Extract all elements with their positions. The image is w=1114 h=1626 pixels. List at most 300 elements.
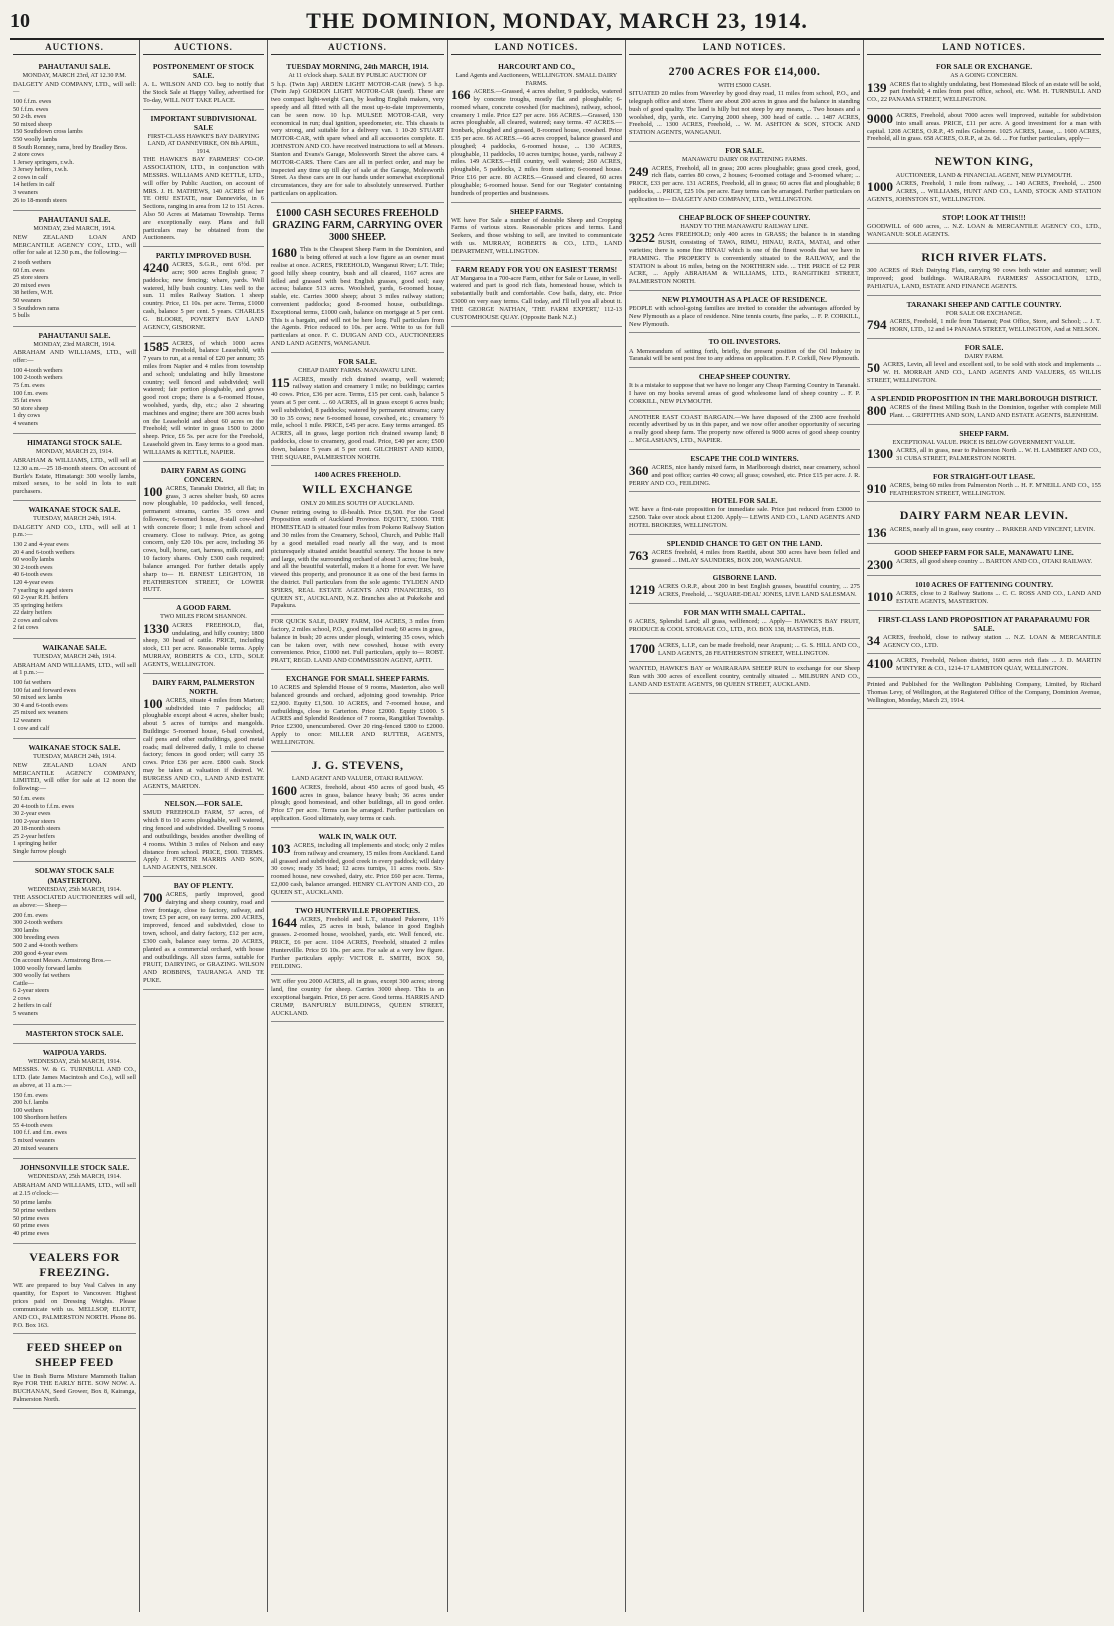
ad-body	[867, 81, 1101, 104]
ad-text: ACRES flat to slightly undulating, best Homestead Block of an estate will be sold, part freehold; 4 miles from post office, school, etc. WM. H. TURNBULL AND CO., 22 PANAMA STREET, WELLINGTON.	[867, 80, 1101, 104]
ad-subheader: HANDY TO THE MANAWATU RAILWAY LINE.	[680, 222, 809, 230]
ad-list-item: 100 2-year steers	[13, 817, 56, 825]
advertisement	[867, 502, 1101, 544]
advertisement	[867, 390, 1101, 425]
advertisement	[629, 639, 860, 663]
ad-body	[143, 261, 264, 331]
ad-list-item: 50 prime wethers	[13, 1206, 56, 1214]
ad-subheader: WEDNESDAY, 25th MARCH, 1914.	[27, 885, 122, 893]
ad-body	[13, 349, 136, 365]
ad-list-item: 30 4 and 6-tooth ewes	[13, 701, 68, 709]
ad-acreage: 115	[271, 374, 290, 390]
ad-acreage: 1644	[271, 914, 297, 930]
ad-header: FOR SALE.	[338, 356, 377, 366]
ad-body	[271, 618, 444, 665]
ad-acreage: 1330	[143, 620, 169, 636]
ad-text: ACRES, nice handy mixed farm, in Marlborough district, near creamery, school and post office; carries 40 cows; all grass; cowshed, etc. Price £15 per acre. J. R. PERRY AND CO., FEILDING.	[629, 463, 860, 487]
ad-body	[629, 165, 860, 204]
advertisement	[271, 828, 444, 902]
ad-body	[867, 681, 1101, 704]
ad-body	[867, 318, 1101, 334]
ad-header: A SPLENDID PROPOSITION IN THE MARLBOROUGH DISTRICT.	[870, 393, 1098, 403]
ad-list	[13, 541, 136, 632]
ad-acreage: 100	[143, 695, 163, 711]
ad-header: PAHAUTANUI SALE.	[38, 330, 111, 340]
ad-text: THE HAWKE'S BAY FARMERS' CO-OP. ASSOCIATION, LTD., in conjunction with MESSRS. WILLIAMS AND KETTLE, LTD., will offer by Public Auction, on account of MRS. J. H. MATHEWS, 140 ACRES of her TE OHU ESTATE, near Dannevirke, in 6 Sections, ranging in area from 12 to 151 Acres. Also 50 Acres at Matamau Township. Terms are exceptionally easy. Plans and full particulars may be obtained from the Auctioneers.	[143, 156, 264, 242]
advertisement	[867, 544, 1101, 576]
ad-acreage: 166	[451, 87, 471, 103]
ad-list-item: 60 2-year R.H. heifers	[13, 594, 69, 602]
ad-text: FOR QUICK SALE, DAIRY FARM, 104 ACRES, 3 miles from factory, 2 miles school, P.O., good metalled road; 60 acres in grass, balance in bush; 20 acres under plough, wintering 35 cows, which can be taken over, with new cowshed, house with every convenience. Price, £1000 net. Full particulars, apply to— ROBT. PRATT, REGD. LAND AND COMMISSION AGENT, APITI.	[271, 618, 444, 665]
ad-list-item: 2 tooth wethers	[13, 259, 52, 267]
ad-text: ABRAHAM AND WILLIAMS, LTD., will sell at 1 p.m.:—	[13, 661, 136, 677]
ad-list-item: 5 weaners	[13, 1010, 38, 1018]
ad-display-heading: NEWTON KING,	[934, 154, 1034, 169]
advertisement	[629, 492, 860, 534]
ad-subheader: EXCEPTIONAL VALUE. PRICE IS BELOW GOVERNMENT VALUE.	[892, 438, 1076, 446]
ad-list-item: 2 heifers in calf	[13, 1002, 52, 1010]
ad-header: DAIRY FARM, PALMERSTON NORTH.	[152, 677, 255, 696]
ad-list-item: 50 mixed sheep	[13, 120, 52, 128]
ad-text: ACRES, Taranaki District, all flat; in grass, 3 acres shelter bush, 60 acres now ploughable, 10 paddocks, well fenced, permanent streams, carries 35 cows and followers; 6-roomed house, 8-stall cow-shed with concrete floor; 1 mile from school and creamery. Close to railway. Price, as going concern, only £20 10s. per acre, including 36 cows, bull, horse, cart, harness, milk cans, and 10 factory shares. Only £300 cash required; balance arranged. For further details apply sharp to— H. ERNEST LEIGHTON, 18 FEATHERSTON STREET, Or LOWER HUTT.	[143, 484, 264, 594]
ad-text: ACRES FREEHOLD, flat, undulating, and hilly country; 1800 sheep, 30 head of cattle. PRICE, including stock, £11 per acre. Reasonable terms. Apply MURRAY, ROBERTS & CO., LTD., SOLE AGENTS, WELLINGTON.	[143, 621, 264, 668]
ad-body	[867, 482, 1101, 498]
ad-list-item: 2 cows in calf	[13, 173, 48, 181]
ad-body	[271, 246, 444, 348]
ad-header: STOP! LOOK AT THIS!!!	[942, 212, 1026, 222]
ad-acreage: 139	[867, 79, 887, 95]
ad-header: NELSON.—FOR SALE.	[164, 799, 243, 809]
ad-text: ACRES.—Grassed, 4 acres shelter, 9 paddocks, watered by concrete troughs, mostly flat and ploughable; 6-roomed whare, concrete cowshed (for machines), railway, school, creamery 1 mile. Price £27 per acre. 166 ACRES.—Grassed, 130 acres ploughable, all cleared, watered; easy terms. 47 ACRES.—Ironbark, ploughed and grassed, 8-roomed house, cowshed. Price £35 per acre. 66 ACRES.—66 acres cropped, balance grassed and ploughed; 4 paddocks, 6-roomed house, ... 130 ACRES, ploughable, 11 paddocks, 10 acres turnips; house, yards, railway 2 miles. 149 ACRES.—Hill country, well watered; 260 ACRES, ploughable, 5 paddocks, 2 miles from station; 6-roomed house. Price £16 per acre. 80 ACRES.—Grassed and cleared, 60 acres ploughable; 6-roomed house. Send for our 'Register' containing hundreds of properties and businesses.	[451, 88, 622, 197]
ad-text: 10 ACRES and Splendid House of 9 rooms, Masterton, also well balanced grounds and orchard, adjoining good township. Price £2,900. Equity £1,500. 10 ACRES, and 7-roomed house, and outbuildings, close to Carterton. Price £2000. Equity £1000. 5 ACRES and Splendid Residence of 7 rooms, Rangitikei Township. Price £2300, unencumbered. Over 20 ring-fenced £800 to £2000. Apply to once: MILLER AND RUTTER, AGENTS, WELLINGTON.	[271, 684, 444, 746]
ad-header: ESCAPE THE COLD WINTERS.	[690, 453, 799, 463]
advertisement	[143, 247, 264, 336]
ad-list-item: 75 f.m. ewes	[13, 381, 45, 389]
ad-subheader: AS A GOING CONCERN.	[950, 72, 1018, 80]
ad-subheader: LAND AGENT AND VALUER, OTAKI RAILWAY.	[291, 775, 424, 783]
ad-list-item: 22 dairy heifers	[13, 609, 52, 617]
ad-text: ACRES, Freehold and L.T., situated Pukerere, 11½ miles, 25 acres in bush, balance in good English grasses. 2-roomed house, woolshed, yards, etc. Well fenced, etc. PRICE, £6 per acre. 1104 ACRES, Freehold, situated 2 miles Huntervillle. Price £6 10s. per acre. For sale at a very low figure. Further particulars apply: VICTOR E. SMITH, BOX 50, FEILDING.	[271, 915, 444, 970]
ad-header: HIMATANGI STOCK SALE.	[27, 438, 122, 448]
ad-header: POSTPONEMENT OF STOCK SALE.	[152, 62, 255, 81]
ad-acreage: 1700	[629, 640, 655, 656]
ad-body	[867, 590, 1101, 606]
ad-list-item: 150 f.m. ewes	[13, 1091, 48, 1099]
advertisement	[867, 58, 1101, 109]
ad-text: ACRES, all good sheep country ... BARTON AND CO., OTAKI RAILWAY.	[896, 558, 1093, 566]
ad-list-item: 50 mixed sex lambs	[13, 694, 63, 702]
ad-header: FOR SALE OR EXCHANGE.	[935, 62, 1033, 71]
advertisement	[143, 795, 264, 877]
ad-text: NEW ZEALAND LOAN AND MERCANTILE AGENCY COMPANY, LIMITED, will offer for sale at 12 noon the following:—	[13, 761, 136, 793]
ad-subheader: FIRST-CLASS HAWKE'S BAY DAIRYING LAND, AT DANNEVIRKE, ON 8th APRIL, 1914.	[147, 132, 260, 155]
ad-body	[13, 524, 136, 540]
ad-list-item: 5 mixed weaners	[13, 1137, 55, 1145]
ad-list-item: 40 prime ewes	[13, 1229, 50, 1237]
ad-header: SHEEP FARMS.	[509, 206, 564, 216]
ad-list-item: 100 wethers	[13, 1106, 44, 1114]
ad-acreage: 3252	[629, 230, 655, 246]
ad-acreage: 1680	[271, 245, 297, 261]
ad-list-item: 35 springing heifers	[13, 601, 63, 609]
ad-text: ACRES, partly improved, good dairying and sheep country, road and river frontage, close to factory, railway, and town; £3 per acre, on easy terms. 200 ACRES, improved, fenced and subdivided, close to town, school, and dairy factory, £12 per acre, £300 cash, balance easy terms. 20 ACRES, planted as a commercial orchard, with house and outbuildings. All sizes farms, suitable for FRUIT, DAIRYING, or GRAZING. WILSON AND ROBBINS, TAURANGA AND TE PUKE.	[143, 891, 264, 984]
ad-body	[867, 180, 1101, 203]
ad-text: ACRES, nearly all in grass, easy country ... PARKER AND VINCENT, LEVIN.	[889, 526, 1095, 534]
advertisement	[867, 296, 1101, 339]
page-number: 10	[10, 9, 30, 32]
ad-list-item: 2 cows	[13, 994, 31, 1002]
ad-list-item: 4 weaners	[13, 419, 38, 427]
ad-list-item: 3 Jersey heifers, r.w.h.	[13, 166, 69, 174]
ad-text: ACRES, L.I.P., can be made freehold, near Arapuni; ... G. S. HILL AND CO., LAND AGENTS, 28 FEATHERSTON STREET, WELLINGTON.	[658, 641, 860, 657]
ad-header: BAY OF PLENTY.	[173, 880, 234, 890]
advertisement	[629, 662, 860, 693]
ad-subheader: DAIRY FARM.	[964, 352, 1004, 360]
ad-text: Acres FREEHOLD; only 400 acres in GRASS; the balance is in standing BUSH, consisting of TAWA, RIMU, HINAU, RATA, MATAI, and other varieties; there is some fine HINAU which is one of the finest woods that we have in FRAMING. The PROPERTY is conveniently situated to the RAILWAY, and the STATION is about 16 miles, being on the NORTHERN side. ... THE PRICE of £2 PER ACRE, ... Apply ABRAHAM & WILLIAMS, LTD., RANGITIKEI STREET, PALMERSTON NORTH.	[629, 231, 860, 286]
ad-text: A. L. WILSON AND CO. beg to notify that the Stock Sale at Happy Valley, advertised for To-day, WILL NOT TAKE PLACE.	[143, 81, 264, 104]
ad-list-item: 1 cow and calf	[13, 724, 50, 732]
ad-text: Use in Bush Burns Mixture Mammoth Italian Rye FOR THE EARLY BITE. SOW NOW. A. BUCHANAN, Seed Grower, Box 8, Kairanga, Palmerston North.	[13, 1372, 136, 1403]
ad-body	[451, 217, 622, 256]
ad-list	[13, 1199, 136, 1237]
ad-header: WAIKANAE STOCK SALE.	[28, 743, 121, 753]
ad-list-item: 25 store steers	[13, 274, 49, 282]
ad-list	[13, 259, 136, 320]
ad-list-item: 50 2-th. ewes	[13, 113, 47, 121]
ad-body	[451, 88, 622, 197]
ad-list-item: On account Messrs. Armstrong Bros.—	[13, 957, 111, 965]
advertisement	[629, 291, 860, 333]
ad-acreage: 2300	[867, 557, 893, 573]
ad-body	[629, 665, 860, 688]
ad-list-item: 6 2-year steers	[13, 987, 50, 995]
ad-display-heading: £1000 CASH SECURES FREEHOLD GRAZING FARM, CARRYING OVER 3000 SHEEP.	[272, 207, 443, 244]
ad-text: MESSRS. W. & G. TURNBULL AND CO., LTD. (late James Macintosh and Co.), will sell as above, at 11 a.m.:—	[13, 1066, 136, 1089]
ad-header: WALK IN, WALK OUT.	[318, 831, 397, 841]
ad-header: FOR MAN WITH SMALL CAPITAL.	[683, 608, 806, 618]
ad-header: JOHNSONVILLE STOCK SALE.	[19, 1163, 130, 1173]
ad-list-item: 30 2-tooth ewes	[13, 563, 53, 571]
advertisement	[13, 434, 136, 501]
column-6	[864, 40, 1104, 1612]
ad-text: A Memorandum of setting forth, briefly, the present position of the Oil Industry in Taranaki will be sent post free to any address on application. F. P. Corkill, New Plymouth.	[629, 347, 860, 363]
ad-acreage: 763	[629, 547, 649, 563]
advertisement	[143, 58, 264, 110]
ad-text: ACRES O.R.P., about 200 in best English grasses, beautiful country, ... 275 ACRES, Freehold, ... 'SQUARE-DEAL' JONES, LIVE LAND SALESMAN.	[658, 583, 860, 599]
ad-body	[629, 464, 860, 487]
ad-text: ACRES, Freehold, about 7000 acres well improved, suitable for subdivision into small areas. PRICE, £11 per acre. A good investment for a man with capital. 1208 ACRES, O.R.P., 45 miles Gisborne. 1025 ACRES, Lease, ... 1600 ACRES, Freehold, all in grass. 658 ACRES, O.R.P., at 2s. 6d. ... For further particulars, apply—	[867, 112, 1101, 143]
advertisement	[143, 110, 264, 248]
advertisement	[13, 1044, 136, 1160]
ad-list-item: 100 Shorthorn heifers	[13, 1114, 67, 1122]
ad-list-item: 1000 woolly forward lambs	[13, 964, 82, 972]
ad-list-item: 20 18-month steers	[13, 825, 61, 833]
ad-list-item: 300 2-tooth wethers	[13, 919, 63, 927]
ad-acreage: 360	[629, 462, 649, 478]
ad-display-heading: VEALERS FOR FREEZING.	[29, 1250, 120, 1279]
ad-header: FOR SALE.	[725, 146, 764, 156]
ad-body	[13, 1373, 136, 1404]
ad-list-item: 1 dry cows	[13, 412, 41, 420]
ad-body	[867, 657, 1101, 673]
advertisement	[271, 615, 444, 670]
ad-body	[13, 457, 136, 496]
column-5	[626, 40, 864, 1612]
advertisement	[629, 209, 860, 291]
advertisement	[867, 654, 1101, 678]
advertisement	[13, 1244, 136, 1334]
ad-list-item: 200 f.m. ewes	[13, 911, 48, 919]
ad-acreage: 700	[143, 890, 163, 905]
ad-list-item: 2 store cows	[13, 151, 44, 159]
ad-text: Owner retiring owing to ill-health. Price £6,500. For the Good Proposition south of Auckland Province. EQUITY, £3000. THE HOMESTEAD is situated four miles from Pokeno Railway Station and 30 miles from the Creamery, School, Church, and Public Hall by a good metalled road nearly all the way, and is most picturesquely situated amidst beautiful scenery. The house is new and large, with the surrounding orchard of about 3 acres; fine bush, and all the beautiful waterfall, makes it a home for ever. We have viewed this property, and pronounce it as one of the best farms in the district. Full particulars from the sole agents: TYLDEN AND SPIERS, REAL ESTATE AGENTS AND FINANCIERS, 93 QUEEN ST., AUCKLAND, N.Z. Branches also at Pukekohe and Papakura.	[271, 508, 444, 610]
ad-text: ACRES, mostly rich drained swamp, well watered; railway station and creamery 1 mile; no buildings; carries 40 cows. Price, £36 per acre. Terms, £15 per cent. cash, balance 5 years at 5 per cent. ... 60 ACRES, all in grass except 6 acres bush; well subdivided, 8 paddocks; watered by permanent streams; carry 30 to 35 cows; new 6-roomed house, cowshed, etc.; creamery ½ mile, school 1 mile. PRICE, £45 per acre. Easy terms arranged. 85 ACRES, all in grass, large portion rich drained swamp land; 8 paddocks, close to creamery, good road. Price, £40 per acre; £500 down, balance 5 years at 5 per cent. GILCHRIST AND KIDD, THE SQUARE, PALMERSTON NORTH.	[271, 375, 444, 461]
advertisement	[629, 411, 860, 450]
advertisement	[629, 142, 860, 209]
ad-list-item: 50 store sheep	[13, 404, 49, 412]
ad-list-item: 100 f.m. ewes	[13, 389, 48, 397]
ad-acreage: 103	[271, 840, 291, 856]
ad-list-item: 55 4-tooth ewes	[13, 1121, 53, 1129]
ad-header: WAIKANAE STOCK SALE.	[28, 505, 121, 514]
ad-body	[867, 112, 1101, 143]
ad-list-item: 25 2-year heifers	[13, 832, 55, 840]
ad-body	[629, 642, 860, 658]
ad-header: SOLWAY STOCK SALE (MASTERTON).	[34, 866, 115, 885]
ad-header: FARM READY FOR YOU ON EASIEST TERMS!	[455, 264, 618, 274]
ad-list-item: 12 weaners	[13, 717, 42, 724]
ad-text: ACRES freehold, 4 miles from Raetihi, about 300 acres have been felled and grassed ... IMLAY SAUNDERS, BOX 200, WANGANUI.	[651, 548, 860, 564]
ad-text: ACRES, Freehold, all in grass; 200 acres ploughable; grass good creek, good, rich flats, carries 80 cows, 2 houses; 6-roomed cottage and 3-roomed whare; ... PRICE, £33 per acre. 131 ACRES, Freehold, all in grass; 60 acres flat and ploughable; 8 paddocks, ... PRICE, £25 10s. per acre. Easy terms can be arranged. Further particulars on application to— DALGETY AND COMPANY, LTD., WELLINGTON.	[629, 164, 860, 203]
ad-body	[143, 697, 264, 791]
ad-list-item: 20 mixed ewes	[13, 281, 51, 289]
ad-subheader: MONDAY, MARCH 23, 1914.	[35, 448, 113, 456]
ad-display-heading: 2700 ACRES FOR £14,000.	[668, 64, 821, 78]
advertisement	[271, 353, 444, 467]
ad-list-item: 30 2-year ewes	[13, 810, 51, 818]
column-heading: LAND NOTICES.	[629, 40, 860, 55]
ad-text: ACRES, being 60 miles from Palmerston North ... H. F. M'NEILL AND CO., 155 FEATHERSTON STREET, WELLINGTON.	[889, 481, 1101, 497]
ad-text: ABRAHAM AND WILLIAMS, LTD., will sell at 2.15 o'clock:—	[13, 1181, 136, 1197]
ad-display-heading: J. G. STEVENS,	[311, 757, 404, 772]
advertisement	[867, 244, 1101, 296]
ad-header: WAIKANAE SALE.	[42, 642, 107, 652]
column-2	[140, 40, 268, 1612]
ad-header: SHEEP FARM.	[959, 428, 1009, 438]
column-heading: AUCTIONS.	[143, 40, 264, 55]
ad-text: ACRES, freehold, close to railway station ... N.Z. LOAN & MERCANTILE AGENCY CO., LTD.	[883, 633, 1101, 649]
ad-list	[13, 98, 136, 204]
column-3	[268, 40, 448, 1612]
ad-text: ACRES, including all implements and stock; only 2 miles from railway and creamery, 15 miles from Auckland. Land all grassed and subdivided, good creek in every paddock; will dairy 30 cows; ready 35 head; 12 acres turnips, 11 acres roots. Six-roomed house, new cowshed, dairy, etc. Price £60 per acre. Terms, £2,000 cash, balance arranged. HENRY CLAYTON AND CO., 20 QUEEN ST., AUCKLAND.	[271, 841, 444, 896]
ad-header: CHEAP SHEEP COUNTRY.	[698, 372, 791, 382]
ad-list-item: 5 bulls	[13, 312, 30, 320]
advertisement	[271, 975, 444, 1022]
ad-acreage: 800	[867, 402, 887, 418]
ad-list-item: 2 fat cows	[13, 624, 39, 632]
advertisement	[13, 211, 136, 327]
ad-body	[867, 557, 1101, 573]
advertisement	[867, 576, 1101, 611]
ad-list-item: 500 2 and 4-tooth wethers	[13, 941, 78, 949]
ad-text: WE are prepared to buy Veal Calves in any quantity, for Export to Vancouver. Highest prices paid on Dressing Weights. Please communicate with us. MELLSOP, ELIOTT, AND CO., PALMERSTON NORTH. Phone 86. P.O. Box 163.	[13, 1282, 137, 1329]
advertisement	[13, 327, 136, 435]
ad-subheader: WEDNESDAY, 25th MARCH, 1914.	[27, 1173, 122, 1181]
ad-header: FOR SALE.	[964, 342, 1004, 352]
ad-header: A GOOD FARM.	[176, 603, 231, 613]
ad-text: It is a mistake to suppose that we have no longer any Cheap Farming Country in Taranaki. I have on my books several areas of good wholesome land of sheep country ... F. P. CORKILL, NEW PLYMOUTH.	[629, 382, 860, 405]
ad-text: ACRES, Freehold, 1 mile from Tutaenui; Post Office, Store, and School; ... J. T. HORN, LTD., 12 and 14 PANAMA STREET, WELLINGTON, And at NELSON.	[889, 318, 1101, 334]
advertisement	[629, 535, 860, 570]
ad-list-item: 50 prime lambs	[13, 1199, 52, 1207]
ad-subheader: TWO MILES FROM SHANNON.	[160, 613, 247, 621]
page-title: THE DOMINION, MONDAY, MARCH 23, 1914.	[306, 8, 808, 33]
ad-text: 300 ACRES of Rich Dairying Flats, carrying 90 cows both winter and summer; well improved; good buildings. WAIRARAPA FARMERS' ASSOCIATION, LTD., PAHIATUA, LAND, ESTATE AND FINANCE AGENTS.	[867, 267, 1101, 290]
ad-body	[143, 156, 264, 242]
ad-header: 1400 ACRES FREEHOLD.	[314, 470, 401, 480]
ad-body	[271, 978, 444, 1017]
ad-body	[271, 784, 444, 823]
ad-list-item: 26 to 18-month steers	[13, 196, 67, 204]
advertisement	[271, 58, 444, 203]
ad-list	[13, 795, 136, 856]
ad-text: 5 h.p. (Twin Jap) ARDEN LIGHT MOTOR-CAR (new). 5 h.p. (Twin Jap) GORDON LIGHT MOTOR-CAR (used). These are two compact light-weight Cars, by leading English makers, very speedy and all fitted with all the most up-to-date improvements, can be seen now. 10 h.p. MULSEE MOTOR-CAR, very economical in run; dual ignition, speedometer, etc. This chassis is very strong, and suitable for a delivery van. 1 10-20 STUART MOTOR-CAR, with spare wheel and all accessories complete. E. JOHNSTON AND CO. have received instructions to sell at Messrs. Stanton and Evans's Garage, Molesworth Street the above cars. 4 MOTOR-CARS. There Cars are all in perfect order, and may be inspected any time up till day of sale at the Garage, Molesworth Street. As these cars are in our hands under somewhat exceptional circumstances, they are for sale to absolutely unreserved. Further particulars on application.	[271, 80, 444, 197]
ad-subheader: MONDAY, 23rd MARCH, 1914.	[33, 340, 116, 348]
advertisement	[451, 203, 622, 261]
advertisement	[143, 599, 264, 673]
ad-body	[143, 891, 264, 985]
ad-text: ACRES, S.G.R., rent 6½d. per acre; 900 acres English grass; 7 paddocks; new fencing; whare, yards. Well watered, hilly bush country. Lies well to the sun. 11 miles Railway Station. 1 sheep country. Price, £1 10s. per acre. Terms, £1000 cash, balance 5 per cent. 5 years. CHARLES G. BLOORE, POVERTY BAY LAND AGENCY, GISBORNE.	[143, 261, 264, 331]
ad-subheader: AUCTIONEER, LAND & FINANCIAL AGENT, NEW PLYMOUTH.	[895, 171, 1073, 179]
ad-acreage: 794	[867, 317, 887, 333]
ad-body	[13, 234, 136, 257]
ad-acreage: 1585	[143, 338, 169, 354]
column-4	[448, 40, 626, 1612]
ad-header: EXCHANGE FOR SMALL SHEEP FARMS.	[286, 674, 429, 684]
advertisement	[271, 203, 444, 353]
advertisement	[143, 877, 264, 990]
ad-body	[867, 361, 1101, 384]
masthead	[10, 4, 1104, 40]
ad-text: GOODWILL of 600 acres, ... N.Z. LOAN & MERCANTILE AGENCY CO., LTD., WANGANUI: SOLE AGENTS.	[867, 222, 1101, 238]
ad-header: PAHAUTANUI SALE.	[38, 62, 111, 71]
ad-body	[271, 509, 444, 611]
ad-list-item: 50 f.f.m. ewes	[13, 105, 49, 113]
ad-body	[271, 842, 444, 897]
ad-text: DALGETY AND COMPANY, LTD., will sell:—	[13, 80, 136, 96]
ad-list-item: 200 good 4-year ewes	[13, 949, 68, 957]
advertisement	[143, 462, 264, 599]
ad-body	[13, 894, 136, 910]
ad-acreage: 910	[867, 480, 887, 496]
advertisement	[13, 501, 136, 639]
ad-list-item: 300 woolly fat wethers	[13, 972, 70, 980]
ad-body	[143, 809, 264, 872]
ad-body	[13, 1066, 136, 1089]
ad-list-item: 60 f.m. ewes	[13, 266, 45, 274]
column-1	[10, 40, 140, 1612]
advertisement	[271, 752, 444, 828]
ad-header: IMPORTANT SUBDIVISIONAL SALE	[150, 113, 257, 132]
ad-list-item: 3 Southdown rams	[13, 304, 60, 312]
advertisement	[13, 862, 136, 1024]
ad-acreage: 9000	[867, 111, 893, 127]
ad-header: FOR STRAIGHT-OUT LEASE.	[932, 471, 1036, 481]
ad-text: SITUATED 20 miles from Waverley by good dray road, 11 miles from school, P.O., and telegraph office and store. There are about 200 acres in grass and the balance in standing bush of good quality. The land is hilly but not steep by any means, ... Two houses and a woolshed, dip, yards, etc. Carrying 2000 sheep, 300 head of cattle. ... 1487 ACRES, Freehold, ... 1300 ACRES, Freehold, ... W. M. ASHTON & SON, STOCK AND STATION AGENTS, WANGANUI.	[629, 90, 860, 137]
ad-header: NEW PLYMOUTH AS A PLACE OF RESIDENCE.	[661, 295, 828, 304]
column-heading: LAND NOTICES.	[451, 40, 622, 55]
advertisement	[867, 209, 1101, 244]
ad-body	[143, 340, 264, 457]
advertisement	[867, 339, 1101, 390]
ad-header: HARCOURT AND CO.,	[498, 62, 575, 71]
ad-list-item: 60 woolly lambs	[13, 556, 55, 564]
ad-body	[13, 81, 136, 97]
ad-list-item: 1 springing heifer	[13, 840, 57, 848]
ad-display-heading: RICH RIVER FLATS.	[921, 249, 1047, 264]
ad-text: ACRES, all in grass, near to Palmerston North ... W. H. LAMBERT AND CO., 31 CUBA STREET, PALMERSTON NORTH.	[896, 447, 1101, 462]
ad-subheader: WITH £5000 CASH.	[718, 81, 771, 89]
ad-list-item: 50 prime ewes	[13, 1214, 50, 1222]
ad-body	[143, 622, 264, 669]
advertisement	[143, 337, 264, 462]
ad-header: MASTERTON STOCK SALE.	[25, 1028, 124, 1038]
ad-text: SMUD FREEHOLD FARM, 57 acres, of which 8 to 10 acres ploughable, well watered, ring fenced and subdivided. Dwelling 5 rooms and outbuildings, besides another dwelling of 4 rooms. Within 3 miles of Nelson and easy distance from school. PRICE, £900. TERMS. Apply J. FORTER MARRIS AND SON, LAND AGENTS, NELSON.	[143, 809, 264, 872]
column-heading: AUCTIONS.	[271, 40, 444, 55]
ad-body	[629, 90, 860, 137]
ad-body	[629, 305, 860, 328]
ad-list	[13, 912, 136, 1018]
ad-text: ABRAHAM & WILLIAMS, LTD., will sell at 12.30 a.m.—25 18-month steers. On account of Burtle's Estate, Himatangi: 300 woolly lambs, mixed sexes, to be sold in lots to suit purchasers.	[13, 456, 136, 496]
ad-text: THE ASSOCIATED AUCTIONEERS will sell, as above:— Sheep—	[13, 894, 136, 909]
advertisement	[451, 261, 622, 327]
ad-body	[867, 525, 1101, 541]
advertisement	[629, 333, 860, 368]
ad-list-item: 200 b.f. lambs	[13, 1099, 49, 1107]
ad-list-item: 3 weaners	[13, 188, 38, 196]
ad-body	[143, 485, 264, 594]
ad-body	[13, 762, 136, 793]
advertisement	[13, 1159, 136, 1244]
ad-body	[271, 684, 444, 747]
ad-body	[629, 506, 860, 529]
ad-list-item: Single furrow plough	[13, 847, 66, 855]
ad-text: WE offer you 2000 ACRES, all in grass, except 300 acres; strong land, fine country for sheep. Carries 3000 sheep. This is an exceptional bargain. Price, £6 per acre. Good terms. HARRIS AND CRUMP, BANFURLY BUILDINGS, QUEEN STREET, AUCKLAND.	[271, 978, 444, 1017]
ad-body	[13, 1182, 136, 1198]
ad-text: ACRES, freehold, about 450 acres of good bush, 45 acres in grass, balance heavy bush; 36 acres under plough; good homestead, and other buildings, all in good order. Price £7 per acre. Terms can be arranged. Further particulars on application. Good ultimately, easy terms or cash.	[271, 783, 444, 823]
ad-body	[867, 223, 1101, 239]
ad-body	[629, 414, 860, 445]
ad-acreage: 34	[867, 632, 880, 648]
advertisement	[629, 368, 860, 410]
ad-acreage: 1600	[271, 782, 297, 798]
ad-list-item: 100 fat wethers	[13, 679, 52, 687]
ad-list-item: 25 mixed sex weaners	[13, 709, 68, 717]
ad-subheader: TUESDAY, MARCH 24th, 1914.	[33, 515, 116, 523]
ad-list-item: 50 f.m. ewes	[13, 794, 45, 802]
ad-list-item: 20 4-tooth to f.f.m. ewes	[13, 802, 75, 810]
ad-list-item: 50 weaners	[13, 296, 42, 304]
ad-header: PAHAUTANUI SALE.	[38, 215, 111, 225]
ad-list-item: 150 Southdown cross lambs	[13, 128, 83, 136]
ad-text: This is the Cheapest Sheep Farm in the Dominion, and is being offered at such a low figure as an owner must realise at once. ACRES, FREEHOLD, Wanganui River; L/T. Title; good hilly sheep country, bush and all cleared, 1167 acres are felled and grassed with best English grasses, good soil; easy access; balance 513 acres. Woolshed, yards, 6-roomed house, stable, etc. Carries 3000 sheep; about 3 miles railway station; convenient paddocks; good 8-roomed house, outbuildings. Exceptional terms, £1000 cash, balance on mortgage at 5 per cent. This is a bargain, and will not be here long. Full particulars from the Agents. Price reduced to 10s. per acre. Write to us for full particulars at once. F. C. DUIGAN AND CO., AUCTIONEERS AND LAND AGENTS, WANGANUI.	[271, 246, 444, 348]
ad-body	[867, 267, 1101, 290]
ad-body	[867, 447, 1101, 463]
ad-text: ACRES of the finest Milling Bush in the Dominion, together with complete Mill Plant. ... GRIFFITHS AND SON, LAND AND ESTATE AGENTS, BLENHEIM.	[889, 403, 1101, 419]
ad-display-heading: FEED SHEEP on SHEEP FEED	[26, 1340, 123, 1369]
advertisement	[13, 639, 136, 739]
ad-list-item: 100 fat and forward ewes	[13, 686, 76, 694]
